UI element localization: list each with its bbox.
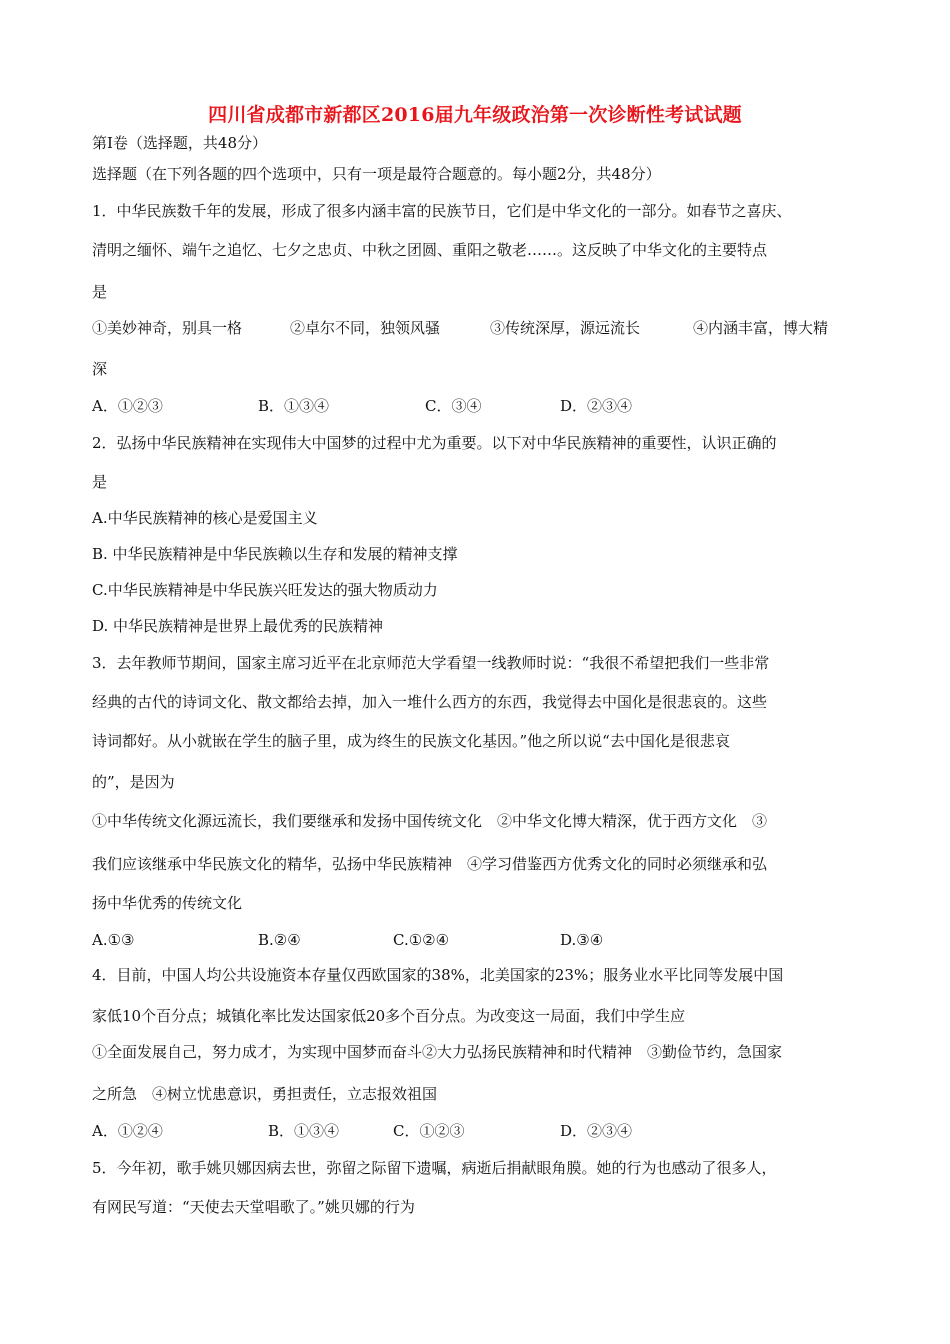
q3-option-a: A.①③ — [92, 931, 135, 949]
q3-line-1: 3．去年教师节期间，国家主席习近平在北京师范大学看望一线教师时说：“我很不希望把我们一些非常 — [92, 654, 770, 672]
q1-line-1: 1．中华民族数千年的发展，形成了很多内涵丰富的民族节日，它们是中华文化的一部分。如春节之喜庆、 — [92, 202, 792, 220]
q3-line-3: 诗词都好。从小就嵌在学生的脑子里，成为终生的民族文化基因。”他之所以说“去中国化是很悲哀 — [92, 732, 730, 750]
q3-option-d: D.③④ — [560, 931, 604, 949]
q3-line-5: ①中华传统文化源远流长，我们要继承和发扬中国传统文化 ②中华文化博大精深，优于西方文化 ③ — [92, 812, 768, 830]
q4-option-a: A．①②④ — [92, 1122, 163, 1140]
q1-option-a: A．①②③ — [92, 397, 163, 415]
q4-line-3: ①全面发展自己，努力成才，为实现中国梦而奋斗②大力弘扬民族精神和时代精神 ③勤俭节约，急国家 — [92, 1043, 783, 1061]
q2-option-c: C.中华民族精神是中华民族兴旺发达的强大物质动力 — [92, 581, 438, 599]
q4-option-d: D．②③④ — [560, 1122, 633, 1140]
q2-line-1: 2．弘扬中华民族精神在实现伟大中国梦的过程中尤为重要。以下对中华民族精神的重要性，认识正确的 — [92, 434, 777, 452]
q4-line-2: 家低10个百分点；城镇化率比发达国家低20多个百分点。为改变这一局面，我们中学生应 — [92, 1007, 686, 1025]
q1-option-c: C．③④ — [425, 397, 482, 415]
q1-option-b: B．①③④ — [258, 397, 330, 415]
q2-line-2: 是 — [92, 473, 108, 491]
q4-line-1: 4．目前，中国人均公共设施资本存量仅西欧国家的38%，北美国家的23%；服务业水平比同等发展中国 — [92, 966, 784, 984]
q2-option-b: B. 中华民族精神是中华民族赖以生存和发展的精神支撑 — [92, 545, 458, 563]
page-title: 四川省成都市新都区2016届九年级政治第一次诊断性考试试题 — [208, 104, 742, 126]
q5-line-1: 5．今年初，歌手姚贝娜因病去世，弥留之际留下遗嘱，病逝后捐献眼角膜。她的行为也感动了很多人， — [92, 1159, 777, 1177]
q4-line-4: 之所急 ④树立忧患意识，勇担责任，立志报效祖国 — [92, 1085, 438, 1103]
q4-option-c: C．①②③ — [393, 1122, 465, 1140]
q1-statement-4: ④内涵丰富，博大精 — [693, 319, 829, 337]
q2-option-a: A.中华民族精神的核心是爱国主义 — [92, 509, 318, 527]
q5-line-2: 有网民写道：“天使去天堂唱歌了。”姚贝娜的行为 — [92, 1198, 415, 1216]
section-header: 第Ⅰ卷（选择题，共48分） — [92, 134, 268, 152]
q1-statement-4-cont: 深 — [92, 360, 108, 378]
q3-line-6: 我们应该继承中华民族文化的精华，弘扬中华民族精神 ④学习借鉴西方优秀文化的同时必须继承和弘 — [92, 855, 768, 873]
q3-option-c: C.①②④ — [393, 931, 450, 949]
instructions: 选择题（在下列各题的四个选项中，只有一项是最符合题意的。每小题2分，共48分） — [92, 165, 661, 183]
q3-line-7: 扬中华优秀的传统文化 — [92, 894, 243, 912]
q1-statement-2: ②卓尔不同，独领风骚 — [290, 319, 441, 337]
q2-option-d: D. 中华民族精神是世界上最优秀的民族精神 — [92, 617, 384, 635]
q3-option-b: B.②④ — [258, 931, 301, 949]
q1-statement-1: ①美妙神奇，别具一格 — [92, 319, 243, 337]
q3-line-4: 的”，是因为 — [92, 773, 175, 791]
q3-line-2: 经典的古代的诗词文化、散文都给去掉，加入一堆什么西方的东西，我觉得去中国化是很悲哀的。这些 — [92, 693, 768, 711]
q1-statement-3: ③传统深厚，源远流长 — [490, 319, 641, 337]
q1-option-d: D．②③④ — [560, 397, 633, 415]
q1-line-2: 清明之缅怀、端午之追忆、七夕之忠贞、中秋之团圆、重阳之敬老……。这反映了中华文化的主要特点 — [92, 241, 768, 259]
q1-line-3: 是 — [92, 283, 108, 301]
q4-option-b: B．①③④ — [268, 1122, 340, 1140]
